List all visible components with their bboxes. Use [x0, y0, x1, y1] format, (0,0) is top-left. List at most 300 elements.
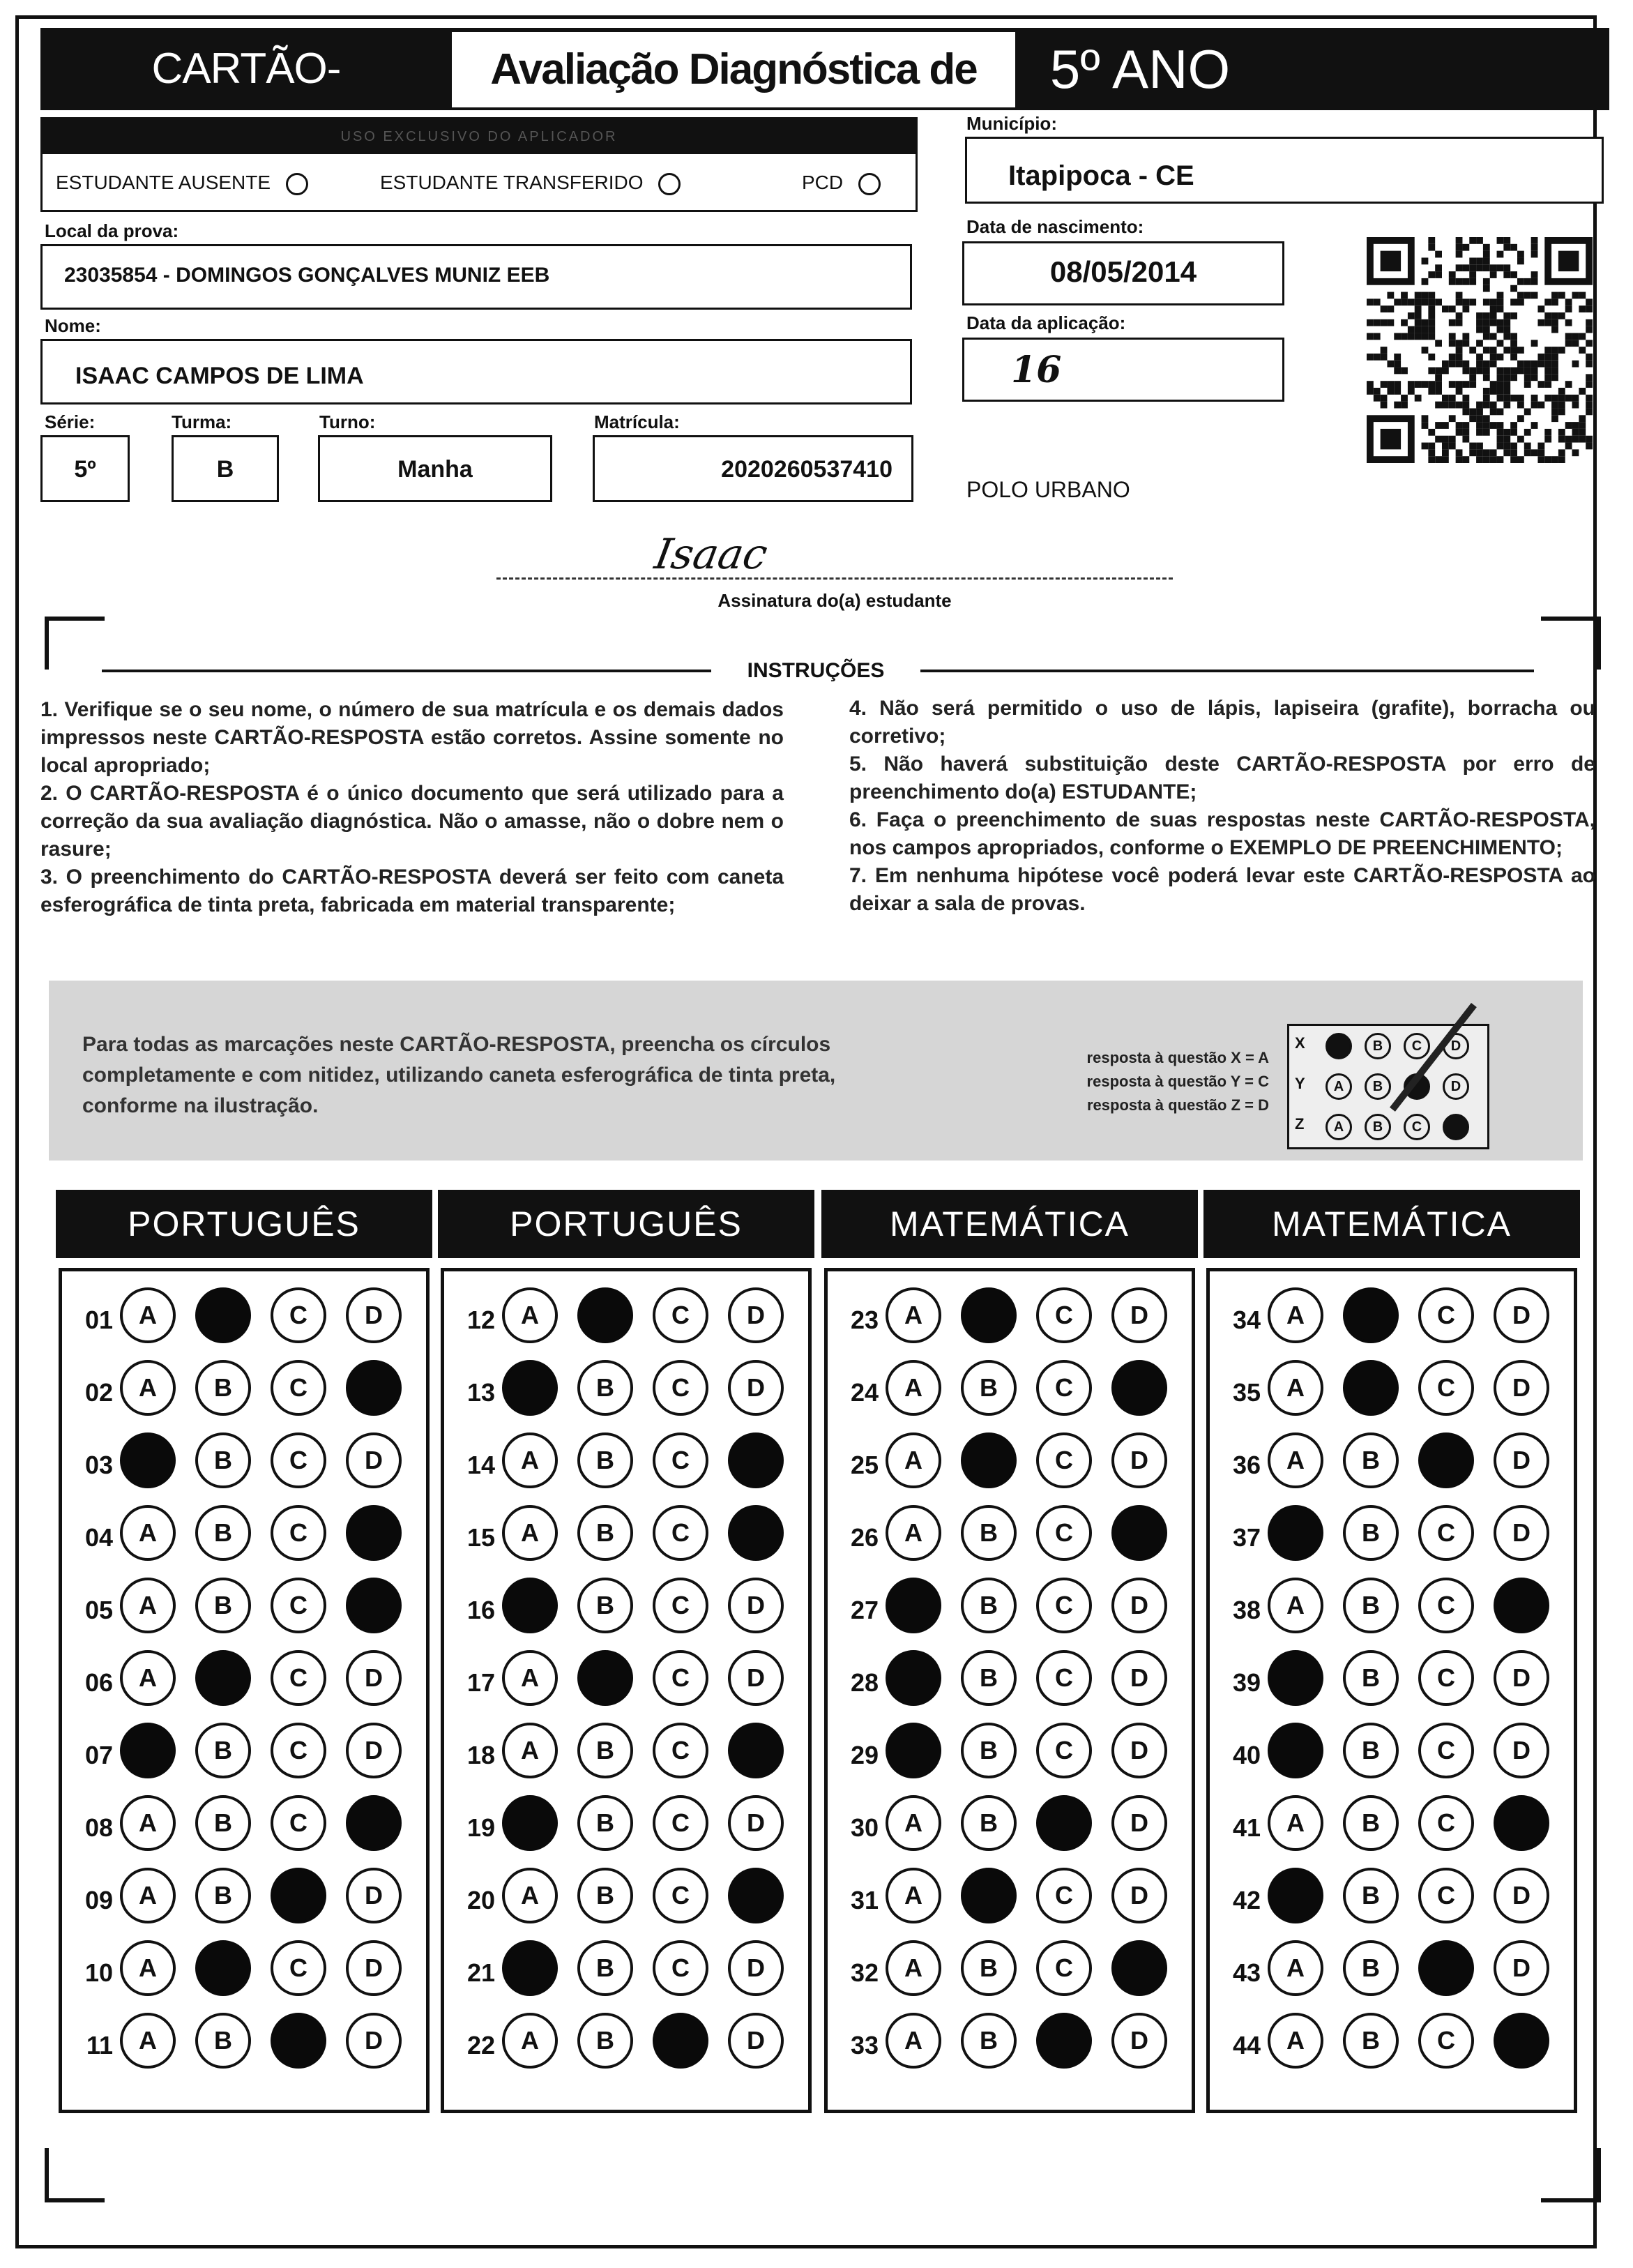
question-row: [1219, 1650, 1581, 1713]
answer-bubble-b[interactable]: B: [195, 1868, 251, 1923]
turno-value: Manha: [397, 456, 473, 483]
answer-bubble-c[interactable]: C: [271, 1432, 326, 1488]
answer-bubble-a[interactable]: A: [1268, 1795, 1323, 1851]
question-row: [1219, 1868, 1581, 1930]
answer-bubble-b[interactable]: [961, 1432, 1017, 1488]
answer-bubble-a[interactable]: A: [120, 1650, 176, 1706]
answer-bubble-a[interactable]: [120, 1432, 176, 1488]
question-number: 17: [466, 1668, 495, 1697]
nome-value: ISAAC CAMPOS DE LIMA: [75, 363, 364, 389]
answer-bubble-a[interactable]: [886, 1723, 941, 1778]
answer-bubble-b[interactable]: B: [577, 1723, 633, 1778]
answer-bubble-b[interactable]: B: [577, 1432, 633, 1488]
answer-bubble-a[interactable]: A: [886, 1795, 941, 1851]
question-number: 26: [850, 1523, 879, 1552]
question-number: 21: [466, 1958, 495, 1987]
nascimento-value: 08/05/2014: [1049, 255, 1197, 288]
example-bubble: C: [1404, 1114, 1430, 1140]
pcd-radio[interactable]: [858, 173, 881, 195]
example-bubble: C: [1404, 1033, 1430, 1059]
answer-bubble-c[interactable]: C: [1418, 1578, 1474, 1633]
answer-bubble-c[interactable]: [1036, 1795, 1092, 1851]
answer-bubble-c[interactable]: C: [271, 1650, 326, 1706]
question-number: 10: [84, 1958, 113, 1987]
answer-bubble-b[interactable]: B: [961, 1578, 1017, 1633]
question-row: [837, 1578, 1199, 1640]
answer-bubble-b[interactable]: [961, 1287, 1017, 1343]
question-row: [1219, 1360, 1581, 1423]
answer-bubble-b[interactable]: B: [1343, 1650, 1399, 1706]
question-number: 44: [1232, 2031, 1261, 2059]
question-row: [1219, 1287, 1581, 1350]
answer-bubble-a[interactable]: A: [120, 1868, 176, 1923]
answer-bubble-b[interactable]: B: [577, 1505, 633, 1561]
turno-label: Turno:: [319, 411, 376, 432]
question-number: 40: [1232, 1741, 1261, 1769]
header-center-title: Avaliação Diagnóstica de: [452, 32, 1015, 107]
answer-bubble-a[interactable]: A: [886, 1287, 941, 1343]
question-row: [71, 1795, 434, 1858]
answer-bubble-c[interactable]: C: [653, 1287, 708, 1343]
answer-bubble-b[interactable]: B: [1343, 1940, 1399, 1996]
answer-bubble-a[interactable]: A: [886, 1868, 941, 1923]
question-row: [71, 1432, 434, 1495]
answer-bubble-b[interactable]: B: [195, 2013, 251, 2069]
example-row: [1289, 1026, 1487, 1066]
answer-bubble-d[interactable]: D: [1494, 1360, 1549, 1416]
question-number: 43: [1232, 1958, 1261, 1987]
answer-bubble-b[interactable]: B: [1343, 1795, 1399, 1851]
answer-bubble-d[interactable]: [728, 1868, 784, 1923]
answer-bubble-c[interactable]: C: [653, 1432, 708, 1488]
instructions-title: INSTRUÇÕES: [711, 659, 920, 683]
question-row: [1219, 1432, 1581, 1495]
absent-label: ESTUDANTE AUSENTE: [56, 172, 271, 193]
question-row: [453, 1868, 816, 1930]
answer-bubble-c[interactable]: C: [1418, 1650, 1474, 1706]
answer-bubble-a[interactable]: [1268, 1868, 1323, 1923]
answer-bubble-b[interactable]: [1343, 1360, 1399, 1416]
answer-bubble-a[interactable]: A: [1268, 1287, 1323, 1343]
question-row: [1219, 1505, 1581, 1568]
answer-bubble-d[interactable]: D: [1494, 1868, 1549, 1923]
question-number: 18: [466, 1741, 495, 1769]
example-label: resposta à questão Z = D: [1086, 1096, 1269, 1114]
answer-bubble-d[interactable]: D: [346, 2013, 402, 2069]
answer-bubble-d[interactable]: [728, 1723, 784, 1778]
question-number: 03: [84, 1451, 113, 1479]
answer-bubble-a[interactable]: A: [120, 1360, 176, 1416]
answer-bubble-c[interactable]: C: [271, 1940, 326, 1996]
answer-bubble-c[interactable]: C: [1036, 1505, 1092, 1561]
answer-bubble-c[interactable]: C: [271, 1795, 326, 1851]
answer-bubble-d[interactable]: [346, 1578, 402, 1633]
question-row: [71, 1360, 434, 1423]
answer-bubble-b[interactable]: B: [577, 1940, 633, 1996]
qr-code: [1367, 237, 1593, 463]
subject-header: PORTUGUÊS: [56, 1190, 432, 1258]
corner-top-right: [1541, 617, 1601, 670]
answer-bubble-b[interactable]: B: [961, 1940, 1017, 1996]
answer-bubble-c[interactable]: C: [271, 1723, 326, 1778]
question-row: [1219, 1723, 1581, 1785]
answer-bubble-a[interactable]: [502, 1360, 558, 1416]
answer-bubble-d[interactable]: D: [1494, 1723, 1549, 1778]
answer-bubble-c[interactable]: C: [653, 1868, 708, 1923]
question-row: [837, 1505, 1199, 1568]
question-row: [837, 1868, 1199, 1930]
answer-bubble-d[interactable]: D: [1111, 1868, 1167, 1923]
answer-bubble-c[interactable]: C: [1418, 1723, 1474, 1778]
answer-bubble-d[interactable]: D: [728, 2013, 784, 2069]
answer-bubble-a[interactable]: A: [1268, 2013, 1323, 2069]
example-text: Para todas as marcações neste CARTÃO-RESPOSTA, preencha os círculos completamente e com nitidez, utilizando caneta esferográfica de tinta preta, conforme na ilustração.: [82, 1033, 836, 1117]
answer-bubble-c[interactable]: C: [653, 1723, 708, 1778]
answer-bubble-a[interactable]: A: [120, 1287, 176, 1343]
municipio-label: Município:: [966, 113, 1057, 134]
answer-bubble-c[interactable]: [271, 1868, 326, 1923]
answer-bubble-a[interactable]: A: [120, 1940, 176, 1996]
answer-bubble-d[interactable]: D: [1111, 1432, 1167, 1488]
answer-bubble-c[interactable]: [1036, 2013, 1092, 2069]
instruction-item: 4. Não será permitido o uso de lápis, lapiseira (grafite), borracha ou corretivo;: [849, 697, 1595, 748]
answer-bubble-b[interactable]: B: [195, 1578, 251, 1633]
answer-bubble-b[interactable]: [1343, 1287, 1399, 1343]
answer-bubble-b[interactable]: B: [195, 1360, 251, 1416]
question-number: 20: [466, 1886, 495, 1914]
answer-bubble-b[interactable]: B: [961, 1795, 1017, 1851]
answer-bubble-a[interactable]: [886, 1650, 941, 1706]
example-bubble: D: [1443, 1073, 1469, 1100]
answer-bubble-b[interactable]: [577, 1650, 633, 1706]
question-row: [837, 1940, 1199, 2003]
answer-bubble-b[interactable]: B: [577, 1360, 633, 1416]
answer-bubble-d[interactable]: D: [346, 1868, 402, 1923]
question-number: 23: [850, 1306, 879, 1334]
question-row: [837, 1723, 1199, 1785]
answer-bubble-b[interactable]: B: [195, 1795, 251, 1851]
question-number: 13: [466, 1378, 495, 1407]
answer-bubble-a[interactable]: A: [502, 2013, 558, 2069]
transferred-label: ESTUDANTE TRANSFERIDO: [380, 172, 644, 193]
question-number: 07: [84, 1741, 113, 1769]
answer-bubble-c[interactable]: C: [1036, 1432, 1092, 1488]
answer-bubble-c[interactable]: C: [1418, 1795, 1474, 1851]
serie-label: Série:: [45, 411, 96, 432]
header-left-title: CARTÃO-: [151, 45, 341, 93]
header-grade-title: 5º ANO: [1049, 38, 1231, 100]
answer-bubble-a[interactable]: [502, 1795, 558, 1851]
answer-bubble-c[interactable]: C: [1036, 1868, 1092, 1923]
answer-bubble-a[interactable]: A: [1268, 1940, 1323, 1996]
answer-bubble-b[interactable]: B: [1343, 1868, 1399, 1923]
aplicacao-handwritten: 16: [1011, 349, 1062, 391]
question-row: [453, 2013, 816, 2076]
answer-bubble-a[interactable]: [1268, 1650, 1323, 1706]
answer-bubble-d[interactable]: D: [1111, 1578, 1167, 1633]
answer-bubble-b[interactable]: B: [961, 1723, 1017, 1778]
answer-bubble-c[interactable]: C: [653, 1940, 708, 1996]
question-row: [453, 1287, 816, 1350]
answer-bubble-d[interactable]: D: [346, 1940, 402, 1996]
question-number: 34: [1232, 1306, 1261, 1334]
answer-bubble-c[interactable]: C: [653, 1360, 708, 1416]
question-number: 30: [850, 1813, 879, 1842]
pcd-option[interactable]: [802, 172, 881, 195]
municipio-value: Itapipoca - CE: [1008, 160, 1194, 191]
answer-bubble-b[interactable]: B: [195, 1505, 251, 1561]
answer-bubble-d[interactable]: D: [346, 1287, 402, 1343]
answer-bubble-d[interactable]: D: [1494, 1650, 1549, 1706]
answer-bubble-b[interactable]: B: [577, 1868, 633, 1923]
answer-bubble-d[interactable]: [728, 1505, 784, 1561]
question-number: 29: [850, 1741, 879, 1769]
answer-bubble-b[interactable]: B: [1343, 1432, 1399, 1488]
matricula-label: Matrícula:: [594, 411, 680, 432]
answer-bubble-b[interactable]: [577, 1287, 633, 1343]
question-number: 37: [1232, 1523, 1261, 1552]
answer-bubble-d[interactable]: D: [728, 1578, 784, 1633]
answer-bubble-c[interactable]: C: [1418, 2013, 1474, 2069]
answer-bubble-a[interactable]: A: [886, 2013, 941, 2069]
question-number: 01: [84, 1306, 113, 1334]
answer-bubble-b[interactable]: B: [1343, 1578, 1399, 1633]
question-number: 09: [84, 1886, 113, 1914]
answer-bubble-a[interactable]: A: [120, 1505, 176, 1561]
question-number: 14: [466, 1451, 495, 1479]
answer-bubble-c[interactable]: C: [653, 1795, 708, 1851]
answer-bubble-a[interactable]: A: [502, 1432, 558, 1488]
answer-bubble-a[interactable]: A: [120, 1795, 176, 1851]
absent-option[interactable]: [56, 172, 308, 195]
answer-bubble-d[interactable]: D: [1111, 1287, 1167, 1343]
answer-bubble-b[interactable]: B: [1343, 1723, 1399, 1778]
answer-bubble-d[interactable]: [1494, 1795, 1549, 1851]
answer-bubble-c[interactable]: C: [271, 1287, 326, 1343]
example-row: [1289, 1107, 1487, 1147]
instruction-item: 1. Verifique se o seu nome, o número de sua matrícula e os demais dados impressos neste CARTÃO-RESPOSTA estão corretos. Assine somente no local apropriado;: [40, 698, 784, 777]
answer-bubble-d[interactable]: D: [346, 1432, 402, 1488]
answer-bubble-b[interactable]: B: [961, 1505, 1017, 1561]
answer-bubble-d[interactable]: [346, 1505, 402, 1561]
answer-bubble-d[interactable]: D: [728, 1287, 784, 1343]
answer-bubble-c[interactable]: [1418, 1432, 1474, 1488]
answer-bubble-d[interactable]: D: [1494, 1940, 1549, 1996]
answer-bubble-c[interactable]: C: [271, 1505, 326, 1561]
answer-bubble-a[interactable]: A: [886, 1940, 941, 1996]
answer-bubble-c[interactable]: [653, 2013, 708, 2069]
answer-bubble-d[interactable]: D: [346, 1650, 402, 1706]
answer-bubble-b[interactable]: B: [961, 1650, 1017, 1706]
question-number: 25: [850, 1451, 879, 1479]
answer-bubble-c[interactable]: C: [1036, 1360, 1092, 1416]
instructions-rule-right: [920, 670, 1534, 672]
nascimento-label: Data de nascimento:: [966, 216, 1144, 237]
answer-bubble-c[interactable]: C: [1036, 1287, 1092, 1343]
answer-bubble-d[interactable]: D: [1111, 1723, 1167, 1778]
answer-bubble-d[interactable]: D: [1111, 1650, 1167, 1706]
answer-bubble-c[interactable]: C: [1036, 1723, 1092, 1778]
answer-bubble-b[interactable]: B: [1343, 1505, 1399, 1561]
question-number: 32: [850, 1958, 879, 1987]
answer-bubble-c[interactable]: [1418, 1940, 1474, 1996]
answer-bubble-d[interactable]: D: [1494, 1287, 1549, 1343]
question-row: [453, 1940, 816, 2003]
answer-bubble-b[interactable]: [195, 1650, 251, 1706]
answer-bubble-a[interactable]: A: [502, 1287, 558, 1343]
transferred-option[interactable]: [380, 172, 681, 195]
question-number: 24: [850, 1378, 879, 1407]
instruction-item: 7. Em nenhuma hipótese você poderá levar este CARTÃO-RESPOSTA ao deixar a sala de provas.: [849, 864, 1595, 915]
answer-bubble-d[interactable]: [1111, 1505, 1167, 1561]
answer-bubble-c[interactable]: C: [1036, 1940, 1092, 1996]
answer-bubble-a[interactable]: A: [1268, 1360, 1323, 1416]
question-row: [1219, 2013, 1581, 2076]
answer-bubble-d[interactable]: D: [728, 1650, 784, 1706]
answer-bubble-d[interactable]: D: [1111, 2013, 1167, 2069]
answer-bubble-d[interactable]: D: [1494, 1505, 1549, 1561]
answer-bubble-b[interactable]: B: [961, 1360, 1017, 1416]
answer-bubble-d[interactable]: [728, 1432, 784, 1488]
serie-value: 5º: [74, 456, 96, 483]
answer-bubble-a[interactable]: [886, 1578, 941, 1633]
question-row: [1219, 1578, 1581, 1640]
question-row: [837, 1650, 1199, 1713]
answer-bubble-d[interactable]: [1494, 2013, 1549, 2069]
transferred-radio[interactable]: [658, 173, 681, 195]
answer-bubble-b[interactable]: B: [195, 1432, 251, 1488]
answer-bubble-b[interactable]: B: [961, 2013, 1017, 2069]
answer-bubble-d[interactable]: D: [728, 1795, 784, 1851]
example-question-letter: Z: [1295, 1115, 1305, 1133]
corner-top-left: [45, 617, 105, 670]
answer-bubble-c[interactable]: C: [1036, 1578, 1092, 1633]
answer-bubble-c[interactable]: C: [653, 1505, 708, 1561]
question-row: [71, 2013, 434, 2076]
answer-bubble-d[interactable]: D: [346, 1723, 402, 1778]
answer-bubble-b[interactable]: [961, 1868, 1017, 1923]
answer-bubble-a[interactable]: A: [502, 1505, 558, 1561]
question-row: [837, 2013, 1199, 2076]
answer-bubble-d[interactable]: D: [1494, 1432, 1549, 1488]
answer-bubble-c[interactable]: C: [1418, 1868, 1474, 1923]
example-bubble: A: [1326, 1114, 1352, 1140]
answer-bubble-d[interactable]: D: [728, 1360, 784, 1416]
example-question-letter: X: [1295, 1034, 1305, 1052]
question-row: [837, 1795, 1199, 1858]
question-row: [71, 1868, 434, 1930]
answer-bubble-a[interactable]: A: [120, 1578, 176, 1633]
aplicacao-label: Data da aplicação:: [966, 312, 1126, 333]
answer-bubble-d[interactable]: [346, 1360, 402, 1416]
answer-bubble-b[interactable]: B: [1343, 2013, 1399, 2069]
question-row: [453, 1650, 816, 1713]
question-number: 11: [86, 2031, 113, 2059]
answer-bubble-c[interactable]: C: [1418, 1505, 1474, 1561]
example-labels: [1025, 1046, 1269, 1117]
answer-bubble-a[interactable]: A: [502, 1868, 558, 1923]
answer-bubble-c[interactable]: C: [1036, 1650, 1092, 1706]
answer-bubble-d[interactable]: [1494, 1578, 1549, 1633]
answer-bubble-b[interactable]: B: [195, 1723, 251, 1778]
answer-bubble-a[interactable]: A: [502, 1723, 558, 1778]
answer-bubble-a[interactable]: A: [120, 2013, 176, 2069]
example-bubble: [1326, 1033, 1352, 1059]
example-bubble: D: [1443, 1033, 1469, 1059]
question-number: 05: [84, 1596, 113, 1624]
question-number: 36: [1232, 1451, 1261, 1479]
answer-bubble-b[interactable]: B: [577, 1578, 633, 1633]
answer-bubble-c[interactable]: C: [653, 1650, 708, 1706]
answer-bubble-d[interactable]: D: [1111, 1795, 1167, 1851]
example-label: resposta à questão X = A: [1086, 1049, 1269, 1066]
answer-bubble-b[interactable]: [195, 1287, 251, 1343]
turma-label-text: Turma:: [172, 411, 232, 432]
answer-bubble-b[interactable]: B: [577, 2013, 633, 2069]
answer-bubble-a[interactable]: [1268, 1505, 1323, 1561]
question-number: 16: [466, 1596, 495, 1624]
turma-value: B: [216, 456, 234, 483]
answer-bubble-a[interactable]: A: [886, 1360, 941, 1416]
answer-bubble-a[interactable]: A: [1268, 1578, 1323, 1633]
example-row: [1289, 1066, 1487, 1107]
answer-bubble-d[interactable]: [1111, 1940, 1167, 1996]
question-row: [71, 1940, 434, 2003]
question-row: [453, 1360, 816, 1423]
answer-bubble-a[interactable]: A: [1268, 1432, 1323, 1488]
question-row: [71, 1650, 434, 1713]
example-grid: [1287, 1024, 1489, 1149]
example-bubble: B: [1365, 1033, 1391, 1059]
pcd-label: PCD: [802, 172, 844, 193]
answer-bubble-d[interactable]: D: [728, 1940, 784, 1996]
answer-bubble-c[interactable]: C: [1418, 1360, 1474, 1416]
answer-bubble-c[interactable]: C: [1418, 1287, 1474, 1343]
answer-bubble-b[interactable]: B: [577, 1795, 633, 1851]
example-bubble: [1443, 1114, 1469, 1140]
question-row: [837, 1360, 1199, 1423]
applicator-banner: USO EXCLUSIVO DO APLICADOR: [43, 119, 916, 154]
question-row: [837, 1432, 1199, 1495]
answer-bubble-a[interactable]: [120, 1723, 176, 1778]
question-number: 12: [466, 1306, 495, 1334]
signature-handwritten: Isaac: [651, 530, 771, 579]
answer-bubble-c[interactable]: [271, 2013, 326, 2069]
answer-bubble-d[interactable]: [1111, 1360, 1167, 1416]
nome-label: Nome:: [45, 315, 101, 336]
answer-bubble-a[interactable]: [502, 1940, 558, 1996]
instruction-item: 2. O CARTÃO-RESPOSTA é o único documento que será utilizado para a correção da sua avaliação diagnóstica. Não o amasse, não o dobre nem o rasure;: [40, 782, 784, 861]
corner-bottom-right: [1541, 2148, 1601, 2202]
question-row: [71, 1723, 434, 1785]
answer-bubble-a[interactable]: A: [886, 1432, 941, 1488]
question-number: 19: [466, 1813, 495, 1842]
answer-bubble-c[interactable]: C: [653, 1578, 708, 1633]
answer-bubble-b[interactable]: [195, 1940, 251, 1996]
answer-bubble-c[interactable]: C: [271, 1578, 326, 1633]
answer-bubble-a[interactable]: A: [886, 1505, 941, 1561]
absent-radio[interactable]: [286, 173, 308, 195]
instruction-item: 6. Faça o preenchimento de suas respostas neste CARTÃO-RESPOSTA, nos campos apropriados, conforme o EXEMPLO DE PREENCHIMENTO;: [849, 808, 1595, 859]
corner-bottom-left: [45, 2148, 105, 2202]
question-number: 22: [466, 2031, 495, 2059]
answer-bubble-a[interactable]: [1268, 1723, 1323, 1778]
subject-header: MATEMÁTICA: [1203, 1190, 1580, 1258]
answer-bubble-a[interactable]: A: [502, 1650, 558, 1706]
answer-bubble-a[interactable]: [502, 1578, 558, 1633]
answer-bubble-d[interactable]: [346, 1795, 402, 1851]
answer-bubble-c[interactable]: C: [271, 1360, 326, 1416]
